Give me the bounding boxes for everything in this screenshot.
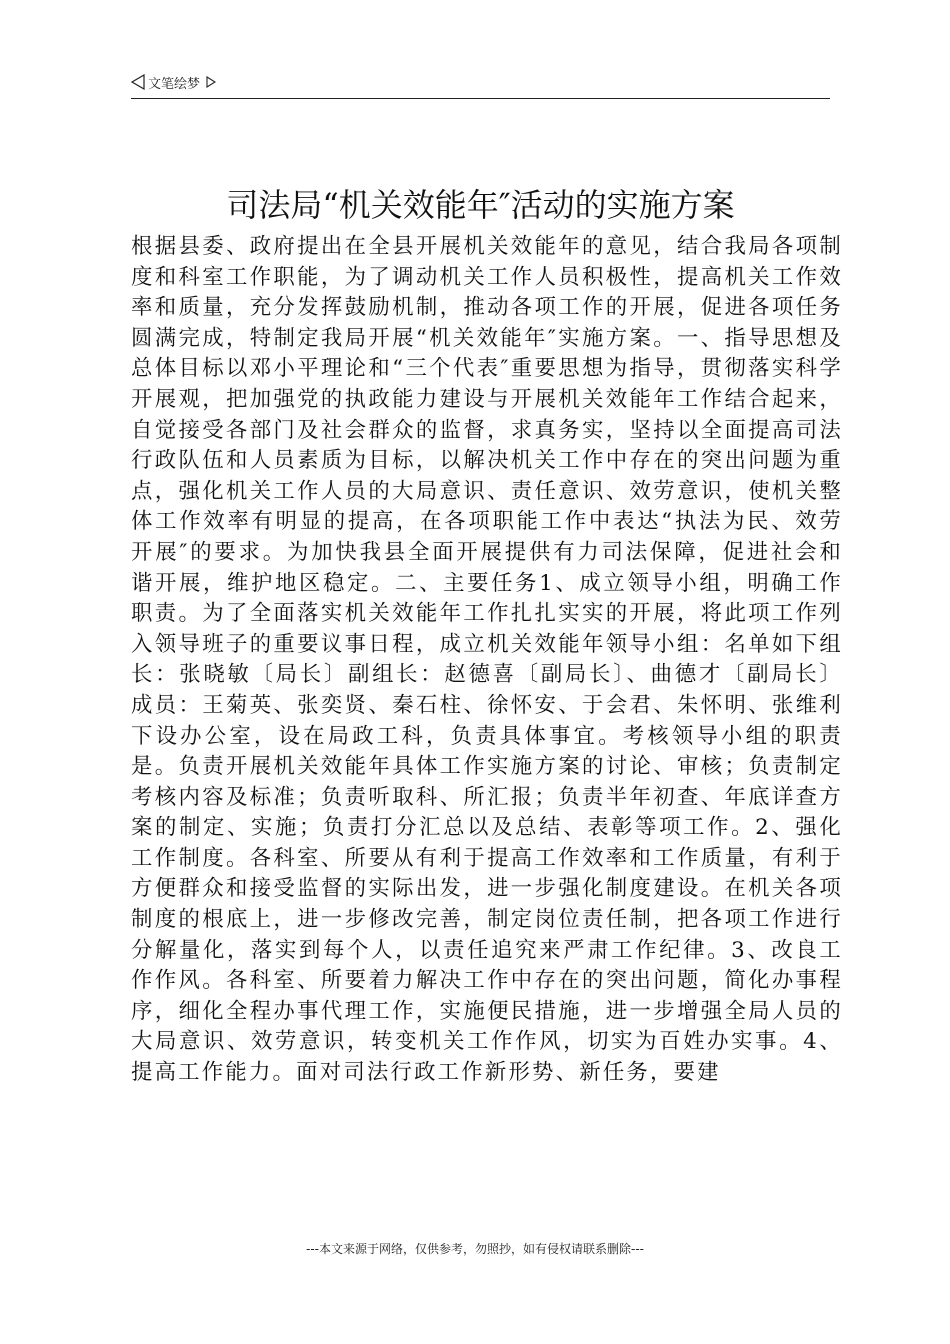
- triangle-left-icon: [131, 74, 145, 96]
- document-title: 司法局“机关效能年″活动的实施方案: [226, 186, 735, 224]
- triangle-right-icon: [206, 76, 216, 94]
- footer-note: ---本文来源于网络，仅供参考，勿照抄，如有侵权请联系删除---: [306, 1242, 644, 1256]
- document-body: 根据县委、政府提出在全县开展机关效能年的意见，结合我局各项制度和科室工作职能，为了调动机关工作人员积极性，提高机关工作效率和质量，充分发挥鼓励机制，推动各项工作的开展，促进各项任务圆满完成，特制定我局开展“机关效能年″实施方案。一、指导思想及总体目标以邓小平理论和“三个代表″重要思想为指导，贯彻落实科学开展观，把加强党的执政能力建设与开展机关效能年工作结合起来，自觉接受各部门及社会群众的监督，求真务实，坚持以全面提高司法行政队伍和人员素质为目标，以解决机关工作中存在的突出问题为重点，强化机关工作人员的大局意识、责任意识、效劳意识，使机关整体工作效率有明显的提高，在各项职能工作中表达“执法为民、效劳开展″的要求。为加快我县全面开展提供有力司法保障，促进社会和谐开展，维护地区稳定。二、主要任务1、成立领导小组，明确工作职责。为了全面落实机关效能年工作扎扎实实的开展，将此项工作列入领导班子的重要议事日程，成立机关效能年领导小组：名单如下组长：张晓敏〔局长〕副组长：赵德喜〔副局长〕、曲德才〔副局长〕成员：王菊英、张奕贤、秦石柱、徐怀安、于会君、朱怀明、张维利下设办公室，设在局政工科，负责具体事宜。考核领导小组的职责是。负责开展机关效能年具体工作实施方案的讨论、审核；负责制定考核内容及标准；负责听取科、所汇报；负责半年初查、年底详查方案的制定、实施；负责打分汇总以及总结、表彰等项工作。2、强化工作制度。各科室、所要从有利于提高工作效率和工作质量，有利于方便群众和接受监督的实际出发，进一步强化制度建设。在机关各项制度的根底上，进一步修改完善，制定岗位责任制，把各项工作进行分解量化，落实到每个人，以责任追究来严肃工作纪律。3、改良工作作风。各科室、所要着力解决工作中存在的突出问题，简化办事程序，细化全程办事代理工作，实施便民措施，进一步增强全局人员的大局意识、效劳意识，转变机关工作作风，切实为百姓办实事。4、提高工作能力。面对司法行政工作新形势、新任务，要建: [131, 234, 843, 1086]
- header-brand: 文笔绘梦: [148, 77, 201, 92]
- page-header: [131, 74, 830, 99]
